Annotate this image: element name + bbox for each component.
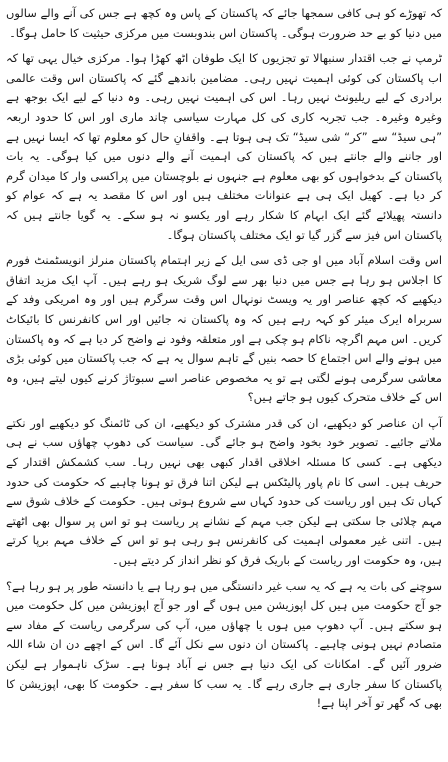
article-paragraph-1: کہ تھوڑے کو ہی کافی سمجھا جائے کہ پاکستان کے پاس وہ کچھ ہے جس کی آنے والے سالوں میں دنیا کو بے حد ضرورت ہوگی۔ پاکستان اس بندوبست میں مرکزی حیثیت کا حامل ہوگا۔ bbox=[6, 6, 442, 40]
article-paragraph-2: ٹرمپ نے جب اقتدار سنبھالا تو تجزیوں کا ایک طوفان اٹھ کھڑا ہوا۔ مرکزی خیال یہی تھا کہ اب پاکستان کی کوئی اہمیت نہیں رہی۔ مضامین باندھے گئے کہ پاکستان اس وقت عالمی برادری کے لیے ریلیونٹ نہیں رہا۔ اس کی اہمیت نہیں رہی۔ وہ دنیا کے لیے ایک بوجھ ہے وغیرہ وغیرہ۔ جب تجربہ کاری کی کل مہارت سیاسی چاند ماری اور اس کا حدود اربعہ ”ہی سیڈ“ سے ”کر“ شی سیڈ“ تک ہی ہوتا ہے۔ واقفانِ حال کو معلوم تھا کہ ایسا نہیں ہے اور جاننے والے جانتے ہیں کہ پاکستان کی اہمیت آنے والے دنوں میں کیا ہوگی۔ یہ بات پاکستان کے بدخواہوں کو بھی معلوم ہے جنہوں نے بلوچستان میں پراکسی وار کا میدان گرم کر دیا ہے۔ کھیل ایک ہی ہے عنوانات مختلف ہیں اور اس کا مقصد یہ ہے کہ عوام کو دانستہ پھیلائے گئے ایک ابہام کا شکار رہے اور یکسو نہ ہو سکے۔ یہ گویا جانتے ہیں کہ پاکستان اس فیز سے گزر گیا تو ایک مختلف پاکستان ہوگا۔ bbox=[6, 51, 442, 242]
article-paragraph-5: سوچنے کی بات یہ ہے کہ یہ سب غیر دانستگی میں ہو رہا ہے یا دانستہ طور پر ہو رہا ہے؟ جو آج حکومت میں ہیں کل اپوزیشن میں ہوں گے اور جو آج اپوزیشن میں کل حکومت میں ہو سکتے ہیں۔ آپ دھوپ میں ہوں یا چھاؤں میں، آپ کی سرگرمی ریاست کے مفاد سے متصادم نہیں ہونی چاہیے۔ پاکستان ان دنوں سے نکل آئے گا۔ اس کے اچھے دن ان شاء اللہ ضرور آئیں گے۔ امکانات کی ایک دنیا ہے جس نے آباد ہونا ہے۔ سڑک ناہموار ہے لیکن پاکستان کا سفر جاری ہے جاری رہے گا۔ یہ سب کا سفر ہے۔ حکومت کا بھی، اپوزیشن کا بھی کہ گھر تو آخر اپنا ہے! bbox=[6, 578, 442, 711]
article-paragraph-4: آپ ان عناصر کو دیکھیے، ان کی قدر مشترک کو دیکھیے، ان کی ٹائمنگ کو دیکھیے اور نکتے ملاتے جائیے۔ تصویر خود بخود واضح ہو جائے گی۔ سیاست کی دھوپ چھاؤں سب نے ہی دیکھی ہے۔ کسی کا مسئلہ اخلاقی اقدار کبھی بھی نہیں رہا۔ سب کشمکش اقتدار کے حریف ہیں۔ اسی کا نام پاور پالیٹکس ہے لیکن اتنا فرق تو ہونا چاہیے کہ حکومت کی حدود کہاں تک ہیں اور ریاست کی حدود کہاں سے شروع ہوتی ہیں۔ حکومت کے خلاف شوق سے مہم چلائی جا سکتی ہے لیکن جب مہم کے نشانے پر ریاست ہو تو اس پر سوال بھی اٹھتے ہیں۔ اتنی غیر معمولی اہمیت کی کانفرنس ہو رہی ہو تو اس کے خلاف مہم برپا کرتے ہیں، وہ حکومت اور ریاست کے باریک فرق کو نظر انداز کر دیتے ہیں۔ bbox=[6, 415, 442, 568]
article-paragraph-3: اس وقت اسلام آباد میں او جی ڈی سی ایل کے زیر اہتمام پاکستان منرلز انویسٹمنٹ فورم کا اجلاس ہو رہا ہے جس میں دنیا بھر سے لوگ شریک ہو رہے ہیں۔ آپ ایک مزید اتفاق دیکھیے کہ کچھ عناصر اور یہ ویسٹ نونہال اس وقت سرگرم ہیں اور وہ امریکی وفد کے سربراہ ایرک میئر کو کہہ رہے ہیں کہ وہ پاکستان نہ جائیں اور اس کانفرنس کا بائیکاٹ کریں۔ اس مہم اگرچہ ناکام ہو چکی ہے اور متعلقہ وفود نے واضح کر دیا ہے کہ وہ پاکستان میں ہونے والے اس اجتماع کا حصہ بنیں گے تاہم سوال یہ ہے کہ جب پاکستان میں کوئی بڑی معاشی سرگرمی ہونے لگتی ہے تو یہ مخصوص عناصر اسے سبوتاژ کرنے کیوں لیتے ہیں، وہ اس کے خلاف متحرک کیوں ہو جاتے ہیں؟ bbox=[6, 253, 442, 405]
